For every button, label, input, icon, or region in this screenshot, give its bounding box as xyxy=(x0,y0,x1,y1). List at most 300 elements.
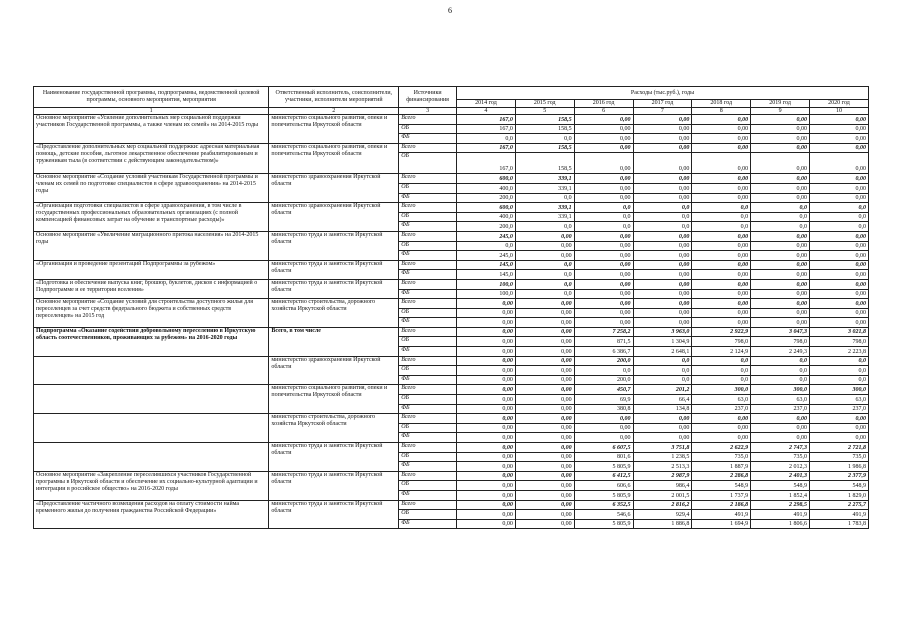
row-value: 0,00 xyxy=(692,289,751,299)
row-value: 0,00 xyxy=(751,251,810,261)
row-value: 0,00 xyxy=(515,452,574,462)
row-value: 0,00 xyxy=(457,375,516,385)
row-value: 5 805,9 xyxy=(574,519,633,529)
row-value: 0,00 xyxy=(809,153,868,174)
row-value: 3 963,0 xyxy=(633,327,692,337)
row-source: Всего xyxy=(399,414,457,424)
row-value: 0,0 xyxy=(633,212,692,222)
row-value: 0,0 xyxy=(574,212,633,222)
row-value: 0,00 xyxy=(574,270,633,280)
row-value: 0,00 xyxy=(809,134,868,144)
row-value: 2 401,3 xyxy=(751,471,810,481)
row-executor: министерство труда и занятости Иркутской области xyxy=(269,279,399,298)
row-value: 339,1 xyxy=(515,174,574,184)
row-value: 6 352,5 xyxy=(574,500,633,510)
row-value: 0,0 xyxy=(751,203,810,213)
row-value: 0,00 xyxy=(692,433,751,443)
row-value: 0,00 xyxy=(809,143,868,153)
row-value: 0,00 xyxy=(515,337,574,347)
row-value: 0,00 xyxy=(633,414,692,424)
row-value: 0,00 xyxy=(633,270,692,280)
header-year: 2019 год xyxy=(751,100,810,108)
table-row xyxy=(34,143,869,153)
row-value: 0,00 xyxy=(633,251,692,261)
table-row xyxy=(34,203,869,213)
row-value: 0,00 xyxy=(633,308,692,318)
column-index: 9 xyxy=(751,108,810,115)
header-year: 2020 год xyxy=(809,100,868,108)
row-value: 2 377,9 xyxy=(809,471,868,481)
row-source: ОБ xyxy=(399,452,457,462)
row-executor: министерство труда и занятости Иркутской области xyxy=(269,500,399,529)
row-value: 0,00 xyxy=(692,174,751,184)
row-source: Всего xyxy=(399,279,457,289)
row-value: 0,00 xyxy=(633,193,692,203)
row-value: 735,0 xyxy=(751,452,810,462)
row-source: ФБ xyxy=(399,462,457,472)
row-value: 0,00 xyxy=(751,231,810,241)
row-value: 1 852,4 xyxy=(751,490,810,500)
table-row xyxy=(34,414,869,424)
row-value: 0,00 xyxy=(809,289,868,299)
row-value: 167,0 xyxy=(457,115,516,125)
row-value: 2 747,3 xyxy=(751,443,810,453)
row-source: Всего xyxy=(399,260,457,270)
row-executor: министерство строительства, дорожного хозяйства Иркутской области xyxy=(269,299,399,328)
column-index: 4 xyxy=(457,108,516,115)
row-value: 0,00 xyxy=(751,318,810,328)
row-value: 0,00 xyxy=(457,481,516,491)
row-value: 0,00 xyxy=(751,115,810,125)
row-value: 0,00 xyxy=(515,433,574,443)
row-value: 134,8 xyxy=(633,404,692,414)
header-year: 2015 год xyxy=(515,100,574,108)
row-source: Всего xyxy=(399,327,457,337)
row-value: 0,00 xyxy=(457,519,516,529)
row-value: 0,00 xyxy=(633,423,692,433)
row-executor: министерство социального развития, опеки и попечительства Иркутской области xyxy=(269,143,399,174)
row-value: 0,0 xyxy=(633,366,692,376)
row-value: 0,00 xyxy=(633,174,692,184)
header-year: 2016 год xyxy=(574,100,633,108)
row-value: 1 783,8 xyxy=(809,519,868,529)
row-value: 0,00 xyxy=(633,124,692,134)
header-name: Наименование государственной программы, подпрограммы, ведомственной целевой программы, основного мероприятия, мероприятия xyxy=(34,87,269,108)
expenses-table xyxy=(33,86,869,529)
row-value: 0,00 xyxy=(692,231,751,241)
row-name: Подпрограмма «Оказание содействия добровольному переселению в Иркутскую область соотечественников, проживающих за рубежом» на 2016-2020 годы xyxy=(34,327,269,356)
row-value: 0,00 xyxy=(457,471,516,481)
row-source: Всего xyxy=(399,143,457,153)
row-source: Всего xyxy=(399,203,457,213)
row-value: 0,00 xyxy=(574,279,633,289)
row-value: 1 304,9 xyxy=(633,337,692,347)
row-value: 606,6 xyxy=(574,481,633,491)
row-value: 0,00 xyxy=(809,231,868,241)
row-source: ФБ xyxy=(399,404,457,414)
row-value: 0,00 xyxy=(515,366,574,376)
header-year: 2014 год xyxy=(457,100,516,108)
row-value: 237,0 xyxy=(809,404,868,414)
row-value: 0,00 xyxy=(574,289,633,299)
row-name xyxy=(34,443,269,472)
row-value: 871,5 xyxy=(574,337,633,347)
row-value: 2 721,8 xyxy=(809,443,868,453)
row-value: 2 012,3 xyxy=(751,462,810,472)
row-value: 0,00 xyxy=(457,385,516,395)
row-source: ФБ xyxy=(399,134,457,144)
row-value: 0,00 xyxy=(574,124,633,134)
row-value: 0,00 xyxy=(809,183,868,193)
row-value: 0,00 xyxy=(515,404,574,414)
row-source: ФБ xyxy=(399,347,457,357)
row-value: 0,00 xyxy=(457,433,516,443)
row-value: 0,00 xyxy=(515,308,574,318)
header-expenses: Расходы (тыс.руб.), годы xyxy=(457,87,869,100)
row-value: 0,00 xyxy=(692,423,751,433)
row-value: 100,0 xyxy=(457,289,516,299)
row-value: 0,00 xyxy=(574,134,633,144)
row-executor: министерство здравоохранения Иркутской области xyxy=(269,203,399,232)
row-value: 5 805,9 xyxy=(574,462,633,472)
row-value: 237,0 xyxy=(751,404,810,414)
row-value: 300,0 xyxy=(751,385,810,395)
row-value: 0,00 xyxy=(751,143,810,153)
row-source: Всего xyxy=(399,356,457,366)
row-executor: министерство социального развития, опеки и попечительства Иркутской области xyxy=(269,115,399,144)
row-value: 0,0 xyxy=(692,203,751,213)
row-value: 300,0 xyxy=(692,385,751,395)
row-value: 0,00 xyxy=(809,414,868,424)
row-source: ОБ xyxy=(399,308,457,318)
row-value: 0,00 xyxy=(574,308,633,318)
row-source: ФБ xyxy=(399,289,457,299)
row-value: 0,0 xyxy=(751,356,810,366)
row-value: 0,00 xyxy=(457,395,516,405)
row-value: 0,00 xyxy=(457,327,516,337)
row-value: 0,0 xyxy=(809,203,868,213)
row-value: 0,00 xyxy=(515,471,574,481)
row-value: 158,5 xyxy=(515,153,574,174)
row-value: 0,00 xyxy=(574,299,633,309)
row-value: 0,00 xyxy=(574,115,633,125)
row-value: 548,9 xyxy=(692,481,751,491)
row-value: 0,0 xyxy=(515,222,574,232)
row-value: 0,00 xyxy=(692,193,751,203)
row-value: 546,6 xyxy=(574,510,633,520)
row-source: ФБ xyxy=(399,251,457,261)
row-value: 0,00 xyxy=(515,347,574,357)
row-value: 0,0 xyxy=(692,222,751,232)
row-value: 5 805,9 xyxy=(574,490,633,500)
row-source: ФБ xyxy=(399,270,457,280)
row-value: 0,00 xyxy=(633,260,692,270)
column-index: 7 xyxy=(633,108,692,115)
row-value: 600,0 xyxy=(457,203,516,213)
row-value: 0,00 xyxy=(692,308,751,318)
column-index: 2 xyxy=(269,108,399,115)
row-value: 0,0 xyxy=(515,193,574,203)
column-index: 1 xyxy=(34,108,269,115)
row-value: 548,9 xyxy=(809,481,868,491)
row-value: 798,0 xyxy=(692,337,751,347)
row-value: 0,00 xyxy=(692,183,751,193)
row-value: 200,0 xyxy=(574,375,633,385)
row-value: 0,00 xyxy=(457,299,516,309)
row-value: 1 886,8 xyxy=(633,519,692,529)
row-value: 0,00 xyxy=(515,414,574,424)
row-value: 0,0 xyxy=(751,375,810,385)
row-value: 2 622,9 xyxy=(692,443,751,453)
table-row xyxy=(34,115,869,125)
row-source: Всего xyxy=(399,385,457,395)
row-value: 0,0 xyxy=(692,356,751,366)
row-value: 0,00 xyxy=(515,318,574,328)
table-row xyxy=(34,174,869,184)
row-value: 0,0 xyxy=(809,222,868,232)
row-value: 0,00 xyxy=(809,241,868,251)
table-row xyxy=(34,260,869,270)
row-value: 0,00 xyxy=(751,299,810,309)
row-value: 0,00 xyxy=(751,241,810,251)
row-value: 0,00 xyxy=(633,183,692,193)
row-value: 0,00 xyxy=(457,308,516,318)
table-row xyxy=(34,327,869,337)
row-value: 0,00 xyxy=(457,318,516,328)
row-value: 2 298,5 xyxy=(751,500,810,510)
row-value: 0,00 xyxy=(633,115,692,125)
row-value: 0,00 xyxy=(633,289,692,299)
row-value: 0,0 xyxy=(457,241,516,251)
row-value: 0,00 xyxy=(515,241,574,251)
row-name: «Организация и проведение презентаций Подпрограммы за рубежом» xyxy=(34,260,269,279)
row-value: 0,0 xyxy=(515,279,574,289)
row-source: Всего xyxy=(399,500,457,510)
row-executor: Всего, в том числе xyxy=(269,327,399,356)
row-value: 0,0 xyxy=(633,222,692,232)
row-value: 145,0 xyxy=(457,260,516,270)
row-value: 0,00 xyxy=(692,260,751,270)
row-value: 400,0 xyxy=(457,212,516,222)
row-value: 0,0 xyxy=(574,366,633,376)
row-value: 0,0 xyxy=(574,203,633,213)
row-source: Всего xyxy=(399,299,457,309)
row-value: 1 887,9 xyxy=(692,462,751,472)
row-value: 245,0 xyxy=(457,251,516,261)
row-value: 3 751,8 xyxy=(633,443,692,453)
row-value: 339,1 xyxy=(515,183,574,193)
row-value: 167,0 xyxy=(457,153,516,174)
row-value: 0,00 xyxy=(515,481,574,491)
row-value: 0,00 xyxy=(751,174,810,184)
row-executor: министерство труда и занятости Иркутской области xyxy=(269,471,399,500)
row-value: 7 258,2 xyxy=(574,327,633,337)
row-value: 2 922,9 xyxy=(692,327,751,337)
row-value: 200,0 xyxy=(457,193,516,203)
row-value: 2 249,3 xyxy=(751,347,810,357)
row-value: 0,0 xyxy=(515,260,574,270)
row-value: 2 223,8 xyxy=(809,347,868,357)
row-value: 0,00 xyxy=(809,270,868,280)
row-value: 0,0 xyxy=(751,212,810,222)
row-value: 0,00 xyxy=(633,231,692,241)
row-value: 339,1 xyxy=(515,212,574,222)
row-executor: министерство здравоохранения Иркутской области xyxy=(269,174,399,203)
row-value: 0,00 xyxy=(751,414,810,424)
row-value: 0,00 xyxy=(633,279,692,289)
row-value: 0,00 xyxy=(515,510,574,520)
row-value: 0,00 xyxy=(515,231,574,241)
row-value: 0,00 xyxy=(574,423,633,433)
row-value: 2 275,7 xyxy=(809,500,868,510)
row-value: 0,00 xyxy=(809,318,868,328)
row-value: 0,00 xyxy=(515,375,574,385)
row-value: 167,0 xyxy=(457,124,516,134)
table-row xyxy=(34,356,869,366)
row-value: 0,0 xyxy=(515,270,574,280)
row-value: 0,00 xyxy=(751,279,810,289)
row-value: 0,00 xyxy=(515,327,574,337)
row-name xyxy=(34,385,269,414)
row-value: 986,4 xyxy=(633,481,692,491)
row-value: 1 829,0 xyxy=(809,490,868,500)
row-source: ФБ xyxy=(399,519,457,529)
row-value: 0,00 xyxy=(574,251,633,261)
row-value: 548,9 xyxy=(751,481,810,491)
row-value: 63,0 xyxy=(692,395,751,405)
row-executor: министерство строительства, дорожного хозяйства Иркутской области xyxy=(269,414,399,443)
row-value: 0,00 xyxy=(515,251,574,261)
row-value: 0,00 xyxy=(692,124,751,134)
row-value: 3 047,3 xyxy=(751,327,810,337)
row-value: 0,00 xyxy=(692,143,751,153)
row-value: 600,0 xyxy=(457,174,516,184)
row-value: 2 186,8 xyxy=(692,500,751,510)
header-executor: Ответственный исполнитель, соисполнители, участники, исполнители мероприятий xyxy=(269,87,399,108)
row-value: 63,0 xyxy=(751,395,810,405)
row-source: ОБ xyxy=(399,423,457,433)
row-value: 0,00 xyxy=(809,433,868,443)
column-index: 10 xyxy=(809,108,868,115)
row-executor: министерство социального развития, опеки и попечительства Иркутской области xyxy=(269,385,399,414)
row-value: 0,0 xyxy=(809,375,868,385)
row-executor: министерство здравоохранения Иркутской области xyxy=(269,356,399,385)
row-value: 0,00 xyxy=(574,318,633,328)
row-name: «Предоставление дополнительных мер социальной поддержки: адресная материальная помощь, детские пособия, льготное лекарственное обеспечение реабилитированным и труженикам тыла (в соответствии с действующим законодательством)» xyxy=(34,143,269,174)
row-value: 0,00 xyxy=(751,153,810,174)
row-value: 380,8 xyxy=(574,404,633,414)
row-value: 0,00 xyxy=(457,452,516,462)
row-value: 2 001,5 xyxy=(633,490,692,500)
row-value: 0,0 xyxy=(751,222,810,232)
row-value: 245,0 xyxy=(457,231,516,241)
row-value: 1 694,9 xyxy=(692,519,751,529)
row-value: 0,00 xyxy=(692,318,751,328)
table-row xyxy=(34,279,869,289)
row-value: 0,00 xyxy=(457,414,516,424)
row-value: 0,00 xyxy=(692,270,751,280)
row-value: 0,00 xyxy=(751,183,810,193)
row-source: Всего xyxy=(399,174,457,184)
row-source: ОБ xyxy=(399,153,457,174)
table-row xyxy=(34,471,869,481)
row-value: 0,00 xyxy=(515,462,574,472)
row-name: «Подготовка и обеспечение выпуска книг, брошюр, буклетов, дисков с информацией о Подпрограмме и ее территории вселения» xyxy=(34,279,269,298)
row-value: 0,00 xyxy=(574,143,633,153)
row-value: 0,00 xyxy=(457,510,516,520)
row-source: Всего xyxy=(399,443,457,453)
row-name: «Организация подготовки специалистов в сфере здравоохранения, в том числе в государственных профессиональных образовательных организациях (с полной компенсацией финансовых затрат на обучение и транспортные расходы)» xyxy=(34,203,269,232)
row-value: 1 806,6 xyxy=(751,519,810,529)
row-value: 801,6 xyxy=(574,452,633,462)
row-value: 158,5 xyxy=(515,143,574,153)
row-value: 0,00 xyxy=(574,260,633,270)
row-value: 0,00 xyxy=(457,347,516,357)
row-source: ОБ xyxy=(399,212,457,222)
row-value: 2 648,1 xyxy=(633,347,692,357)
row-value: 0,00 xyxy=(692,134,751,144)
row-value: 0,00 xyxy=(457,490,516,500)
row-value: 0,00 xyxy=(692,299,751,309)
table-row xyxy=(34,500,869,510)
row-value: 0,00 xyxy=(633,153,692,174)
column-index: 3 xyxy=(399,108,457,115)
row-value: 0,00 xyxy=(692,414,751,424)
row-value: 0,00 xyxy=(574,231,633,241)
row-value: 0,00 xyxy=(692,279,751,289)
row-executor: министерство труда и занятости Иркутской области xyxy=(269,231,399,260)
row-value: 2 286,8 xyxy=(692,471,751,481)
row-name: Основное мероприятие «Усиление дополнительных мер социальной поддержки участников Государственной программы, а также членам их семей» на 2014-2015 годы xyxy=(34,115,269,144)
row-source: ОБ xyxy=(399,395,457,405)
table-row xyxy=(34,299,869,309)
row-value: 237,0 xyxy=(692,404,751,414)
column-index: 8 xyxy=(692,108,751,115)
row-value: 0,00 xyxy=(809,251,868,261)
row-value: 63,0 xyxy=(809,395,868,405)
row-value: 0,00 xyxy=(457,443,516,453)
row-value: 145,0 xyxy=(457,270,516,280)
row-value: 0,00 xyxy=(751,433,810,443)
row-value: 2 987,9 xyxy=(633,471,692,481)
row-value: 0,0 xyxy=(692,212,751,222)
table-row xyxy=(34,443,869,453)
row-executor: министерство труда и занятости Иркутской области xyxy=(269,443,399,472)
row-value: 0,0 xyxy=(809,366,868,376)
row-name xyxy=(34,356,269,385)
row-source: ФБ xyxy=(399,433,457,443)
row-value: 0,0 xyxy=(633,203,692,213)
row-value: 0,0 xyxy=(692,366,751,376)
row-value: 0,00 xyxy=(751,193,810,203)
row-value: 2 124,9 xyxy=(692,347,751,357)
row-value: 201,2 xyxy=(633,385,692,395)
row-value: 0,00 xyxy=(457,356,516,366)
row-value: 0,00 xyxy=(515,490,574,500)
row-value: 0,00 xyxy=(457,366,516,376)
row-value: 0,00 xyxy=(809,308,868,318)
row-value: 0,00 xyxy=(751,260,810,270)
row-value: 0,00 xyxy=(574,193,633,203)
row-value: 491,9 xyxy=(692,510,751,520)
row-source: ОБ xyxy=(399,183,457,193)
row-value: 0,00 xyxy=(633,134,692,144)
row-value: 6 412,5 xyxy=(574,471,633,481)
row-value: 100,0 xyxy=(457,279,516,289)
row-source: Всего xyxy=(399,115,457,125)
row-value: 0,00 xyxy=(574,241,633,251)
row-value: 167,0 xyxy=(457,143,516,153)
